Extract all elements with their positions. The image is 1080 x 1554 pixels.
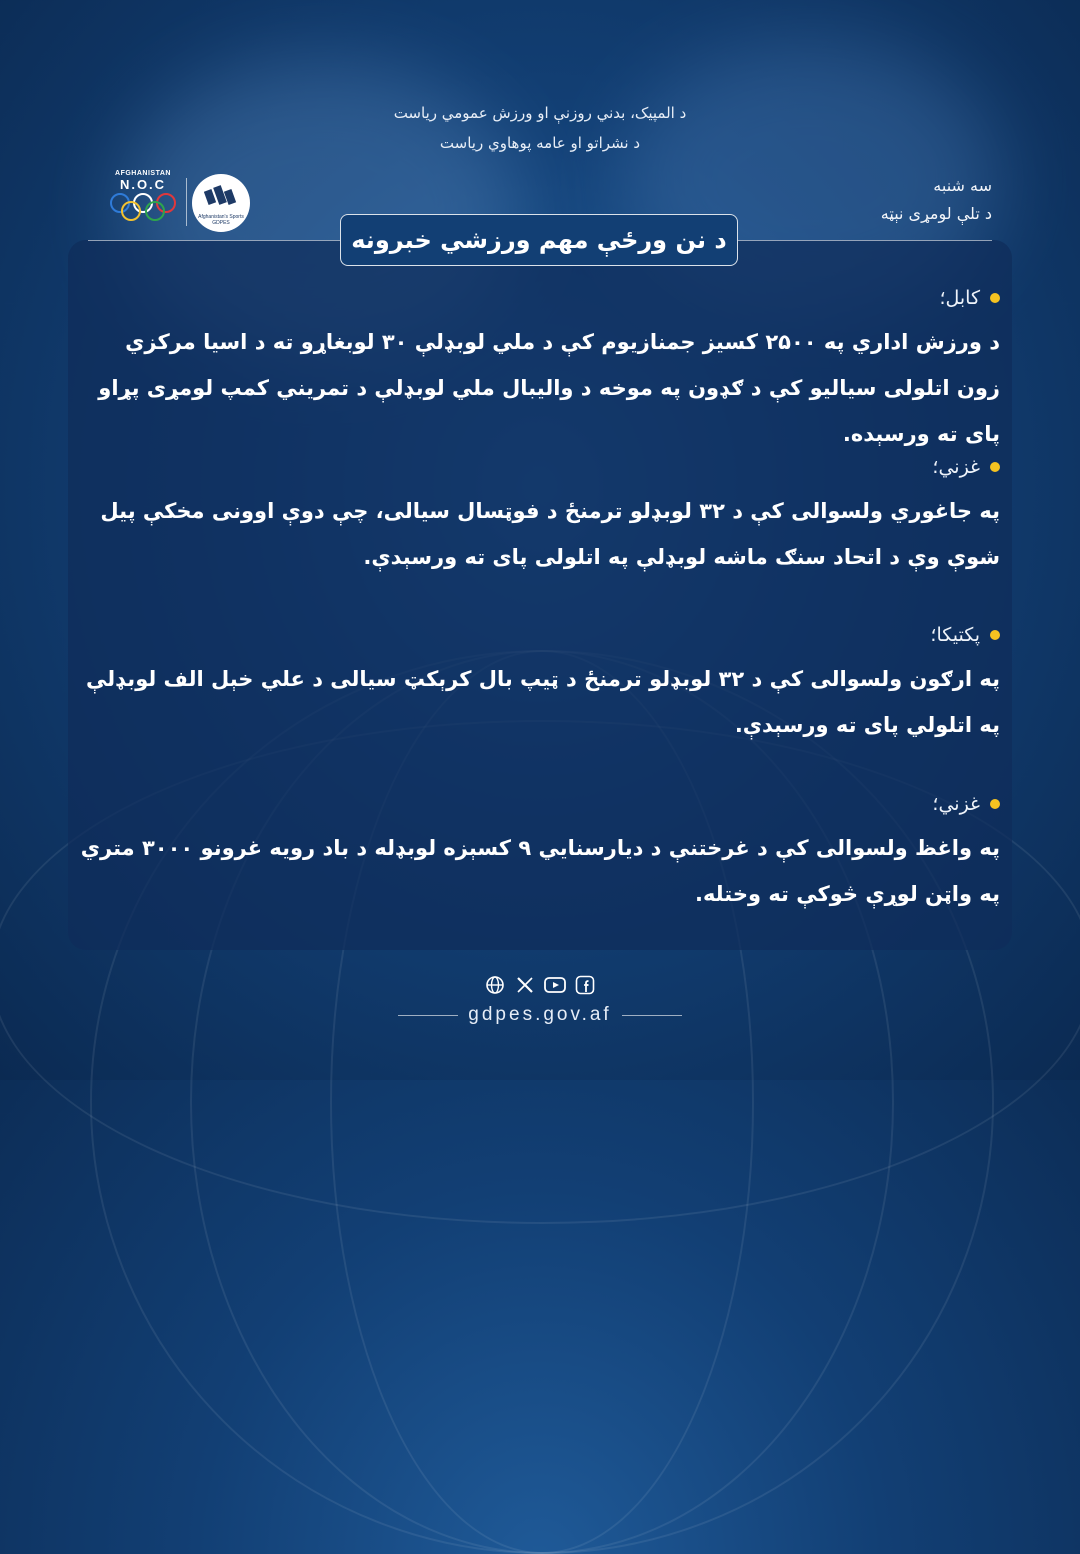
logo-divider: [186, 178, 187, 226]
news-text: په واغظ ولسوالی کې د غرختنې د دیارسنایي ۹ کسېزه لوبډله د باد رویه غرونو ۳۰۰۰ متري په واټن لوړې څوکې ته وختله.: [80, 836, 1000, 906]
header-line-1: د المپیک، بدني روزنې او ورزش عمومي ریاست: [393, 104, 687, 122]
news-item: [80, 283, 1000, 457]
footer: [0, 974, 1080, 1025]
facebook-icon[interactable]: [574, 974, 596, 996]
youtube-icon[interactable]: [544, 974, 566, 996]
bullet-dot: [990, 293, 1000, 303]
noc-name-text: N.O.C: [119, 177, 167, 192]
social-icons: [0, 974, 1080, 996]
divider-line: [398, 1015, 458, 1016]
news-item: [80, 620, 1000, 748]
sports-emblem-icon: [204, 184, 238, 210]
news-location: غزني؛: [932, 793, 980, 815]
news-location: غزني؛: [932, 456, 980, 478]
bullet-dot: [990, 799, 1000, 809]
date-block: [881, 172, 992, 228]
logos: [108, 170, 258, 232]
news-item: [80, 789, 1000, 917]
header: [0, 98, 1080, 158]
bullet-dot: [990, 462, 1000, 472]
noc-logo: [108, 170, 178, 232]
news-text: په جاغوري ولسوالی کې د ۳۲ لوبډلو ترمنځ د فوټسال سیالی، چې دوې اوونی مخکې پیل شوې وې د اتحاد سنګ ماشه لوبډلې په اتلولی پای ته ورسېدې.: [100, 499, 1000, 569]
sports-logo-caption: Afghanistan's Sports GDPES: [198, 214, 244, 226]
news-text: په ارګون ولسوالی کې د ۳۲ لوبډلو ترمنځ د ټیپ بال کرېکټ سیالی د علي خېل الف لوبډلې په اتلولي پای ته ورسېدې.: [86, 667, 1000, 737]
website-link[interactable]: gdpes.gov.af: [468, 1004, 612, 1025]
page-title: د نن ورځې مهم ورزشي خبرونه: [351, 226, 727, 254]
olympic-rings-icon: [108, 192, 178, 222]
globe-icon[interactable]: [484, 974, 506, 996]
divider-line: [622, 1015, 682, 1016]
news-location: پکتیکا؛: [930, 624, 980, 646]
news-text: د ورزش اداري په ۲۵۰۰ کسیز جمنازیوم کې د ملي لوبډلې ۳۰ لوبغاړو ته د اسیا مرکزي زون اتلولی سیالیو کې د ګډون په موخه د والیبال ملي لوبډلې د تمریني کمپ لومړی پړاو پای ته ورسېده.: [98, 330, 1000, 446]
noc-country-text: AFGHANISTAN: [115, 170, 171, 177]
day-name: سه شنبه: [933, 176, 992, 195]
news-location: کابل؛: [939, 287, 980, 309]
header-line-2: د نشراتو او عامه پوهاوي ریاست: [439, 134, 641, 152]
news-item: [80, 452, 1000, 580]
website-row: [0, 1004, 1080, 1026]
bullet-dot: [990, 630, 1000, 640]
date-text: د تلې لومړی نېټه: [880, 204, 992, 223]
title-box: [340, 214, 738, 266]
sports-logo: [192, 174, 250, 232]
x-icon[interactable]: [514, 974, 536, 996]
